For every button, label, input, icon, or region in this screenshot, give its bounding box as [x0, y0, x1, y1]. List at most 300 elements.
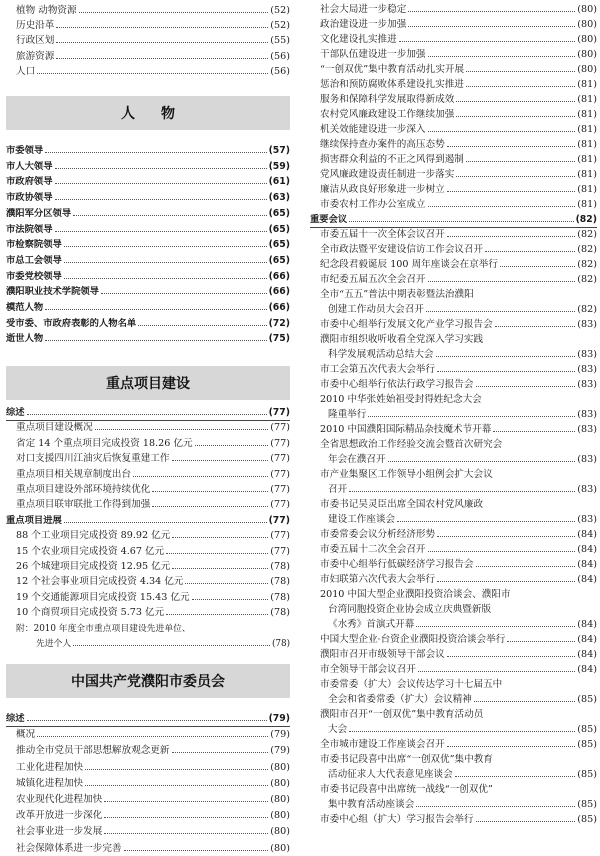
toc-entry[interactable] [310, 213, 597, 227]
toc-entry-title: 城镇化进程加快 [16, 777, 84, 789]
toc-entry[interactable] [310, 633, 597, 647]
toc-entry-page: (85) [577, 814, 597, 825]
toc-entry-title: 植物 动物资源 [16, 5, 77, 16]
toc-leader-dots [397, 521, 575, 522]
toc-entry[interactable] [6, 793, 290, 807]
toc-leader-dots [152, 506, 268, 507]
toc-entry[interactable] [6, 622, 290, 636]
toc-entry[interactable] [310, 708, 597, 722]
toc-entry[interactable] [310, 453, 597, 467]
toc-entry-title: 市检察院领导 [6, 239, 62, 251]
toc-entry[interactable] [6, 842, 290, 856]
toc-entry-page: (66) [268, 286, 290, 298]
toc-entry-page: (79) [270, 745, 290, 757]
toc-leader-dots [416, 806, 575, 807]
toc-entry-page: (56) [270, 65, 290, 77]
toc-entry-title: 10 个商贸项目完成投资 5.73 亿元 [16, 607, 165, 619]
toc-entry-title: 集中教育活动座谈会 [328, 799, 415, 810]
toc-entry-page: (52) [270, 5, 290, 16]
toc-entry-title: 市委常委（扩大）会议传达学习十七届五中 [320, 679, 503, 690]
projects-section-heading: 重点项目建设 [6, 366, 290, 400]
toc-entry-page: (81) [577, 154, 597, 165]
toc-entry-title: 全市政法暨平安建设信访工作会议召开 [320, 244, 484, 255]
toc-leader-dots [437, 371, 575, 372]
toc-entry[interactable] [310, 618, 597, 632]
toc-entry[interactable] [310, 123, 597, 137]
toc-entry[interactable] [6, 301, 290, 315]
toc-entry-title: 濮阳军分区领导 [6, 207, 72, 219]
toc-entry[interactable] [310, 378, 597, 392]
toc-entry[interactable] [310, 528, 597, 542]
toc-entry-title: 2010 中国大型企业濮阳投资洽谈会、濮阳市 [320, 589, 511, 600]
toc-entry[interactable] [6, 606, 290, 620]
toc-entry-page: (77) [270, 422, 290, 434]
toc-leader-dots [166, 614, 268, 615]
toc-entry[interactable] [310, 138, 597, 152]
toc-entry-title: 重点项目建设概况 [16, 422, 93, 434]
toc-entry-title: 市委五届十二次全会召开 [320, 544, 426, 555]
toc-leader-dots [104, 801, 268, 802]
toc-entry-title: 干部队伍建设进一步加强 [320, 49, 426, 60]
toc-leader-dots [426, 311, 575, 312]
toc-entry[interactable] [310, 498, 597, 512]
toc-leader-dots [56, 58, 268, 59]
toc-entry-title: 全市“五五”普法中期表彰暨法治濮阳 [320, 289, 474, 300]
toc-entry[interactable] [310, 93, 597, 107]
toc-leader-dots [368, 416, 575, 417]
toc-entry-title: 市委中心组（扩大）学习报告会举行 [320, 814, 474, 825]
toc-entry[interactable] [310, 48, 597, 62]
toc-entry-page: (78) [270, 561, 290, 572]
toc-entry-page: (80) [577, 4, 597, 15]
toc-entry-title: 党风廉政建设责任制进一步落实 [320, 169, 455, 180]
toc-entry[interactable] [310, 303, 597, 317]
toc-entry-page: (85) [577, 799, 597, 810]
toc-entry-page: (82) [577, 229, 597, 240]
toc-entry-title: 市委中心组举行低碳经济学习报告会 [320, 559, 474, 570]
toc-entry-page: (79) [270, 729, 290, 741]
toc-entry[interactable] [6, 825, 290, 839]
toc-entry-title: 市委党校领导 [6, 270, 62, 282]
toc-entry[interactable] [6, 809, 290, 823]
toc-entry[interactable] [310, 108, 597, 122]
toc-leader-dots [428, 206, 576, 207]
toc-entry-page: (84) [577, 634, 597, 645]
toc-entry[interactable] [6, 498, 290, 512]
toc-entry[interactable] [6, 223, 290, 237]
toc-entry[interactable] [6, 238, 290, 252]
toc-entry-page: (81) [577, 139, 597, 150]
toc-leader-dots [45, 340, 266, 341]
toc-entry-page: (83) [577, 349, 597, 360]
toc-entry[interactable] [310, 168, 597, 182]
toc-entry-title: 市政府领导 [6, 176, 53, 188]
toc-entry[interactable] [310, 603, 597, 617]
toc-entry[interactable] [310, 483, 597, 497]
toc-entry-page: (82) [577, 259, 597, 270]
toc-entry-page: (83) [577, 379, 597, 390]
toc-entry[interactable] [6, 19, 290, 33]
toc-entry-title: 大会 [328, 724, 348, 735]
toc-entry-page: (80) [270, 794, 290, 805]
toc-entry[interactable] [310, 363, 597, 377]
toc-entry[interactable] [6, 160, 290, 174]
toc-leader-dots [437, 536, 575, 537]
toc-leader-dots [64, 246, 267, 247]
toc-entry[interactable] [6, 50, 290, 64]
toc-leader-dots [95, 429, 269, 430]
toc-entry-page: (79) [268, 713, 290, 724]
toc-leader-dots [192, 599, 269, 600]
toc-entry-title: 濮阳市召开市级领导干部会议 [320, 649, 445, 660]
toc-entry-title: 机关效能建设进一步深入 [320, 124, 426, 135]
toc-leader-dots [349, 491, 575, 492]
toc-leader-dots [79, 12, 269, 13]
toc-entry-page: (83) [577, 409, 597, 420]
toc-entry-page: (84) [577, 664, 597, 675]
toc-entry-title: 年会在濮召开 [328, 454, 386, 465]
toc-entry-title: 服务和保障科学发展取得新成效 [320, 94, 455, 105]
toc-leader-dots [418, 671, 575, 672]
toc-entry-title: 先进个人 [36, 639, 72, 649]
toc-entry-page: (82) [577, 274, 597, 285]
toc-leader-dots [172, 752, 269, 753]
toc-leader-dots [172, 568, 268, 569]
toc-entry-page: (59) [268, 160, 290, 172]
toc-entry-title: 隆重举行 [328, 409, 367, 420]
toc-entry[interactable] [310, 78, 597, 92]
toc-leader-dots [455, 776, 576, 777]
toc-entry-page: (84) [577, 619, 597, 630]
toc-entry[interactable] [6, 777, 290, 791]
toc-leader-dots [27, 414, 267, 415]
toc-entry[interactable] [310, 348, 597, 362]
toc-entry-page: (80) [577, 19, 597, 30]
toc-entry[interactable] [310, 573, 597, 587]
toc-entry-title: 市委常委会议分析经济形势 [320, 529, 436, 540]
toc-entry-page: (80) [270, 842, 290, 854]
people-section-heading: 人物 [6, 96, 290, 130]
toc-entry[interactable] [310, 18, 597, 32]
toc-entry[interactable] [6, 560, 290, 574]
toc-entry[interactable] [310, 663, 597, 677]
toc-entry[interactable] [310, 258, 597, 272]
toc-entry-title: 市委五届十一次全体会议召开 [320, 229, 445, 240]
toc-entry[interactable] [6, 591, 290, 605]
toc-entry-title: 农业现代化进程加快 [16, 794, 103, 805]
toc-entry-title: 创建工作动员大会召开 [328, 304, 424, 315]
toc-entry-title: 文化建设扎实推进 [320, 34, 397, 45]
toc-entry[interactable] [6, 332, 290, 346]
toc-entry-page: (65) [268, 239, 290, 251]
toc-entry[interactable] [310, 198, 597, 212]
toc-entry[interactable] [6, 637, 290, 651]
toc-leader-dots [152, 491, 268, 492]
toc-entry-title: 市妇联第六次代表大会举行 [320, 574, 436, 585]
toc-entry[interactable] [6, 468, 290, 482]
toc-leader-dots [56, 42, 268, 43]
toc-entry[interactable] [6, 191, 290, 205]
toc-entry-title: 人口 [16, 65, 36, 77]
toc-entry-title: 召开 [328, 484, 348, 495]
section-rule [6, 420, 290, 421]
toc-entry-page: (85) [577, 769, 597, 780]
toc-entry-title: 惩治和预防腐败体系建设扎实推进 [320, 79, 464, 90]
toc-entry[interactable] [310, 63, 597, 77]
toc-entry[interactable] [310, 318, 597, 332]
toc-entry[interactable] [310, 813, 597, 827]
toc-entry-page: (78) [271, 639, 290, 649]
toc-entry-title: 受市委、市政府表彰的人物名单 [6, 317, 137, 329]
toc-leader-dots [447, 236, 576, 237]
toc-entry-title: 社会事业进一步发展 [16, 826, 103, 838]
toc-entry[interactable] [310, 783, 597, 797]
toc-leader-dots [388, 461, 576, 462]
toc-entry-page: (77) [268, 407, 290, 418]
toc-entry[interactable] [6, 34, 290, 48]
toc-leader-dots [466, 71, 575, 72]
toc-entry[interactable] [310, 678, 597, 692]
toc-entry-page: (66) [268, 270, 290, 282]
toc-entry-title: 市委书记段喜中出席统一战线“一创双优” [320, 784, 493, 795]
toc-entry[interactable] [6, 406, 290, 420]
toc-leader-dots [416, 626, 575, 627]
toc-entry-title: 改革开放进一步深化 [16, 810, 103, 822]
toc-entry-title: 市政协领导 [6, 192, 53, 204]
toc-entry[interactable] [6, 529, 290, 543]
toc-entry-title: 市委书记段喜中出席“一创双优”集中教育 [320, 754, 493, 765]
toc-entry-title: 综述 [6, 713, 25, 724]
toc-entry-page: (83) [577, 364, 597, 375]
toc-entry-page: (80) [270, 761, 290, 773]
toc-leader-dots [349, 731, 575, 732]
toc-entry[interactable] [6, 270, 290, 284]
toc-entry-page: (80) [577, 64, 597, 75]
toc-entry-title: 逝世人物 [6, 333, 44, 345]
toc-entry[interactable] [310, 33, 597, 47]
toc-leader-dots [104, 817, 268, 818]
toc-leader-dots [37, 736, 268, 737]
toc-entry[interactable] [310, 228, 597, 242]
toc-entry-page: (78) [270, 591, 290, 603]
toc-leader-dots [55, 231, 267, 232]
toc-entry-page: (52) [270, 20, 290, 32]
toc-entry[interactable] [310, 738, 597, 752]
toc-leader-dots [447, 656, 576, 657]
toc-entry-title: 市委中心组举行依法行政学习报告会 [320, 379, 474, 390]
toc-entry[interactable] [6, 285, 290, 299]
toc-entry-title: 工业化进程加快 [16, 761, 84, 773]
toc-entry[interactable] [6, 4, 290, 18]
toc-entry[interactable] [310, 648, 597, 662]
toc-leader-dots [138, 325, 266, 326]
toc-entry[interactable] [6, 483, 290, 497]
toc-entry[interactable] [6, 761, 290, 775]
toc-entry[interactable] [310, 423, 597, 437]
toc-entry-page: (80) [270, 777, 290, 789]
toc-entry[interactable] [310, 393, 597, 407]
toc-leader-dots [466, 86, 575, 87]
toc-entry[interactable] [310, 288, 597, 302]
toc-entry-page: (84) [577, 574, 597, 585]
toc-entry-page: (65) [268, 223, 290, 235]
toc-entry-title: 继续保持查办案件的高压态势 [320, 139, 445, 150]
toc-entry[interactable] [6, 545, 290, 559]
toc-entry[interactable] [6, 317, 290, 331]
toc-leader-dots [64, 262, 267, 263]
toc-entry-title: 社会大局进一步稳定 [320, 4, 407, 15]
toc-entry-title: 重点项目进展 [6, 514, 62, 526]
toc-entry-page: (77) [270, 530, 290, 542]
toc-entry-page: (65) [268, 254, 290, 266]
toc-entry[interactable] [310, 513, 597, 527]
toc-entry[interactable] [6, 175, 290, 189]
toc-entry-title: 2010 中华张姓始祖受封得姓纪念大会 [320, 394, 482, 405]
toc-entry[interactable] [310, 3, 597, 17]
toc-entry[interactable] [6, 421, 290, 435]
toc-entry-title: 全省思想政治工作经验交流会暨首次研究会 [320, 439, 503, 450]
toc-leader-dots [133, 476, 268, 477]
toc-leader-dots [436, 356, 576, 357]
toc-entry[interactable] [310, 693, 597, 707]
toc-entry[interactable] [310, 333, 597, 347]
toc-entry-page: (82) [577, 304, 597, 315]
toc-entry-page: (77) [270, 437, 290, 449]
toc-entry[interactable] [6, 744, 290, 758]
toc-leader-dots [101, 293, 267, 294]
toc-entry[interactable] [310, 723, 597, 737]
toc-entry-page: (82) [575, 214, 597, 225]
toc-entry[interactable] [310, 753, 597, 767]
toc-entry-page: (81) [577, 169, 597, 180]
toc-leader-dots [500, 266, 575, 267]
toc-entry-title: 概况 [16, 729, 36, 741]
toc-leader-dots [495, 326, 576, 327]
toc-entry[interactable] [6, 65, 290, 79]
toc-entry[interactable] [6, 575, 290, 589]
toc-leader-dots [55, 168, 267, 169]
toc-entry-page: (63) [268, 192, 290, 204]
toc-entry-page: (77) [270, 468, 290, 480]
toc-entry-page: (66) [268, 302, 290, 313]
toc-entry-page: (72) [268, 317, 290, 329]
toc-entry-title: 纪念段君毅诞辰 100 周年座谈会在京举行 [320, 259, 498, 270]
toc-entry-page: (57) [268, 145, 290, 156]
toc-entry-page: (78) [270, 576, 290, 588]
toc-leader-dots [493, 431, 575, 432]
toc-entry-page: (83) [577, 484, 597, 495]
toc-leader-dots [447, 146, 576, 147]
toc-leader-dots [37, 73, 268, 74]
toc-leader-dots [408, 11, 575, 12]
toc-entry-page: (81) [577, 199, 597, 210]
toc-entry[interactable] [310, 558, 597, 572]
toc-entry-title: 12 个社会事业项目完成投资 4.34 亿元 [16, 576, 184, 588]
toc-entry[interactable] [6, 514, 290, 528]
toc-entry[interactable] [6, 254, 290, 268]
toc-entry[interactable] [6, 207, 290, 221]
toc-entry-title: 濮阳职业技术学院领导 [6, 286, 99, 298]
toc-entry-title: 重点项目建设外部环境持续优化 [16, 484, 151, 495]
toc-entry-page: (83) [577, 319, 597, 330]
toc-entry[interactable] [310, 588, 597, 602]
toc-entry[interactable] [310, 408, 597, 422]
toc-entry-title: 重点项目相关规章制度出台 [16, 468, 132, 480]
toc-leader-dots [195, 445, 269, 446]
toc-entry[interactable] [310, 183, 597, 197]
toc-leader-dots [428, 56, 576, 57]
toc-entry-title: 市产业集聚区工作领导小组例会扩大会议 [320, 469, 493, 480]
toc-entry[interactable] [310, 468, 597, 482]
toc-entry-page: (84) [577, 544, 597, 555]
toc-leader-dots [349, 221, 573, 222]
toc-entry-title: 市人大领导 [6, 160, 53, 172]
toc-entry-page: (81) [577, 94, 597, 105]
toc-entry-title: 市委书记吴灵臣出席全国农村党风廉政 [320, 499, 484, 510]
toc-leader-dots [466, 161, 575, 162]
toc-entry[interactable] [310, 153, 597, 167]
toc-entry-page: (75) [268, 333, 290, 345]
toc-entry[interactable] [6, 437, 290, 451]
toc-entry-title: 模范人物 [6, 302, 44, 313]
toc-leader-dots [476, 821, 576, 822]
toc-entry[interactable] [6, 712, 290, 726]
toc-entry[interactable] [310, 798, 597, 812]
toc-entry-page: (82) [577, 244, 597, 255]
toc-entry-page: (77) [270, 545, 290, 557]
toc-entry[interactable] [6, 452, 290, 466]
toc-entry-title: 附：2010 年度全市重点项目建设先进单位、 [16, 623, 191, 634]
toc-leader-dots [64, 278, 267, 279]
toc-entry-title: 市委中心组举行发展文化产业学习报告会 [320, 319, 493, 330]
toc-entry-page: (77) [268, 514, 290, 526]
toc-entry[interactable] [310, 543, 597, 557]
toc-entry-title: 省定 14 个重点项目完成投资 18.26 亿元 [16, 437, 193, 449]
toc-entry-title: 市工会第五次代表大会举行 [320, 364, 436, 375]
toc-entry-page: (78) [270, 607, 290, 619]
toc-entry-page: (65) [268, 207, 290, 219]
toc-entry-title: 19 个交通能源项目完成投资 15.43 亿元 [16, 591, 190, 603]
toc-leader-dots [56, 27, 268, 28]
toc-entry-title: 历史沿革 [16, 20, 55, 32]
toc-entry-title: 市全领导干部会议召开 [320, 664, 416, 675]
toc-leader-dots [27, 720, 267, 721]
toc-entry-title: 26 个城建项目完成投资 12.95 亿元 [16, 561, 171, 572]
toc-entry[interactable] [310, 438, 597, 452]
toc-entry-title: 政治建设进一步加强 [320, 19, 407, 30]
toc-entry-title: 行政区划 [16, 35, 55, 47]
toc-leader-dots [408, 26, 575, 27]
toc-entry-page: (84) [577, 559, 597, 570]
toc-leader-dots [85, 785, 268, 786]
toc-entry-page: (80) [577, 34, 597, 45]
toc-entry-title: 对口支援四川江油灾后恢复重建工作 [16, 453, 170, 465]
toc-entry[interactable] [6, 144, 290, 158]
toc-entry-title: “一创双优”集中教育活动扎实开展 [320, 64, 465, 75]
toc-entry-title: 社会保障体系进一步完善 [16, 842, 122, 854]
toc-entry-title: 旅游资源 [16, 50, 55, 62]
toc-entry[interactable] [6, 728, 290, 742]
toc-entry-title: 损害群众利益的不正之风得到遏制 [320, 154, 464, 165]
toc-leader-dots [172, 460, 269, 461]
toc-entry-page: (56) [270, 50, 290, 62]
toc-entry[interactable] [310, 243, 597, 257]
toc-entry-page: (77) [270, 484, 290, 495]
toc-entry[interactable] [310, 273, 597, 287]
toc-entry[interactable] [310, 768, 597, 782]
toc-leader-dots [447, 191, 576, 192]
toc-entry-page: (80) [270, 826, 290, 838]
